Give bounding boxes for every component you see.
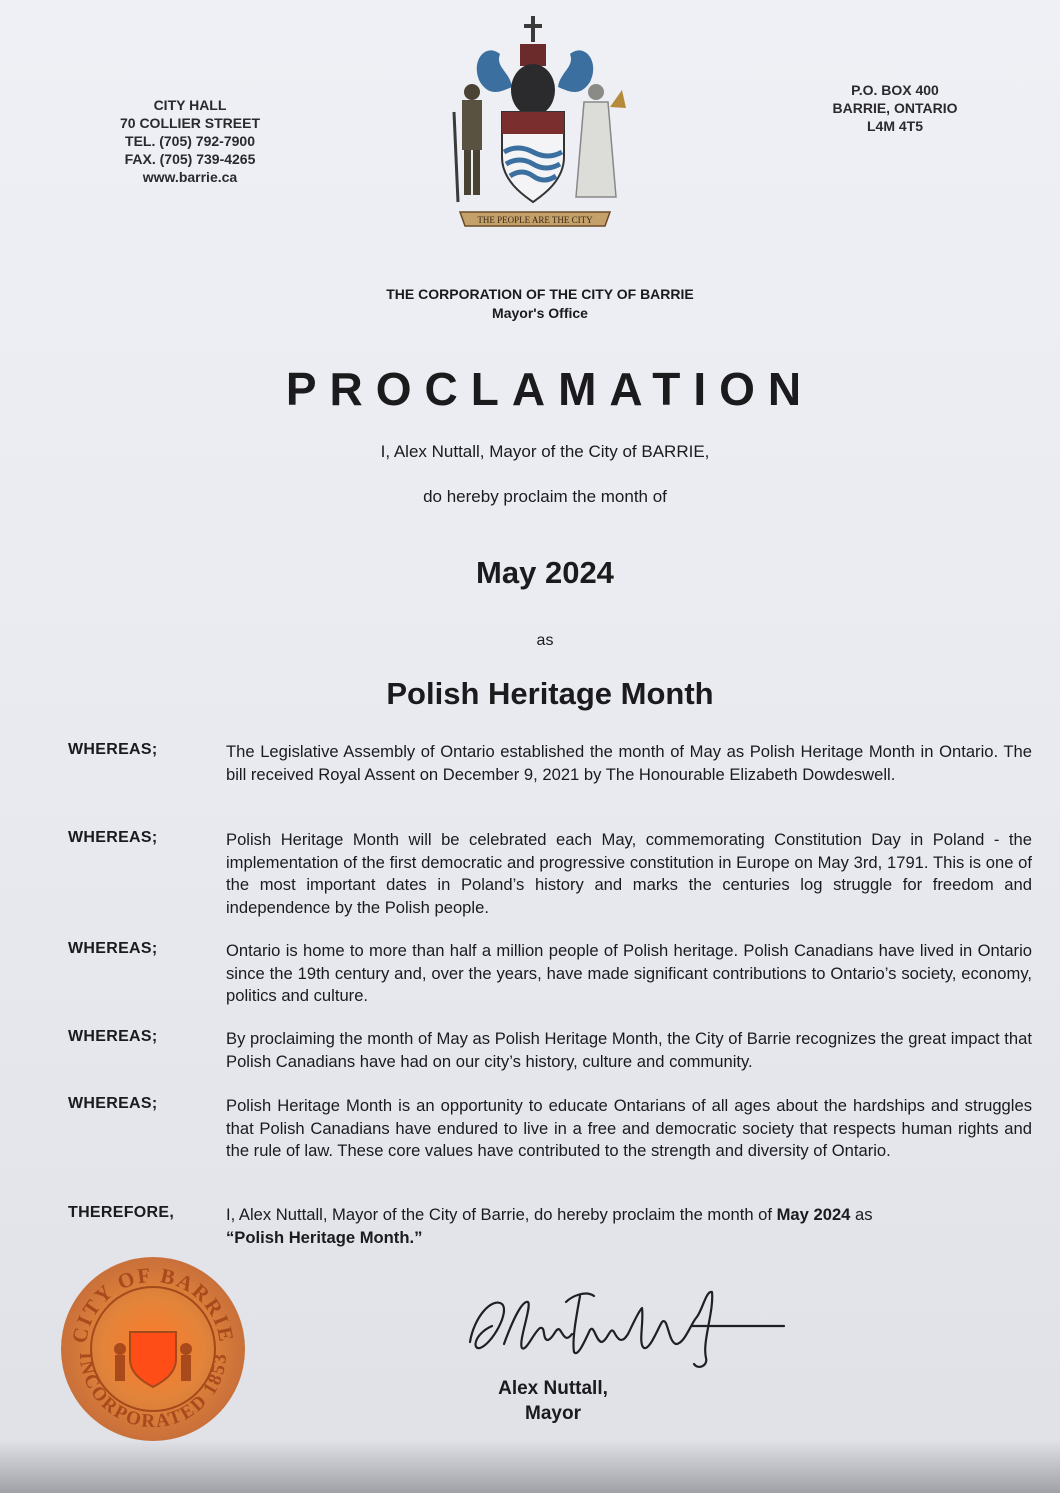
telephone: TEL. (705) 792-7900 bbox=[125, 133, 255, 149]
postal-code: L4M 4T5 bbox=[866, 118, 923, 134]
clause-label: WHEREAS; bbox=[68, 940, 158, 957]
proclaimed-month: May 2024 bbox=[476, 555, 614, 590]
therefore-text-after: as bbox=[850, 1205, 873, 1224]
intro-line-mayor: I, Alex Nuttall, Mayor of the City of BARRIE, bbox=[380, 442, 710, 461]
corporation-name: THE CORPORATION OF THE CITY OF BARRIE bbox=[386, 286, 694, 302]
address-line: 70 COLLIER STREET bbox=[119, 115, 261, 131]
barrie-coat-of-arms bbox=[440, 12, 630, 232]
clause-text: Ontario is home to more than half a million people of Polish heritage. Polish Canadians have lived in Ontario since the 19th century and, over the years, have made significant contributions to Ontario’s society, economy, politics and culture. bbox=[226, 941, 1032, 1005]
clause-text: Polish Heritage Month is an opportunity to educate Ontarians of all ages about the hardships and struggles that Polish Canadians have endured to live in a free and democratic society that respects human rights and the rule of law. These core values have contributed to the strength and diversity of Ontario. bbox=[226, 1096, 1032, 1160]
signer-name: Alex Nuttall, bbox=[498, 1378, 608, 1399]
address-line: CITY HALL bbox=[153, 97, 227, 113]
po-box-address bbox=[810, 81, 980, 135]
office-name: Mayor's Office bbox=[492, 305, 588, 321]
clause-label: WHEREAS; bbox=[68, 1095, 158, 1112]
therefore-text bbox=[226, 1204, 1032, 1249]
city-hall-address bbox=[100, 96, 280, 186]
clause-text: By proclaiming the month of May as Polish Heritage Month, the City of Barrie recognizes the great impact that Polish Canadians have had on our city’s history, culture and community. bbox=[226, 1029, 1032, 1071]
clause-label: THEREFORE, bbox=[68, 1204, 175, 1221]
corporation-heading bbox=[300, 285, 780, 323]
as-word: as bbox=[536, 632, 554, 649]
clause-label: WHEREAS; bbox=[68, 741, 158, 758]
therefore-text-before: I, Alex Nuttall, Mayor of the City of Barrie, do hereby proclaim the month of bbox=[226, 1205, 777, 1224]
crest-motto: THE PEOPLE ARE THE CITY bbox=[477, 215, 593, 225]
clause-text: Polish Heritage Month will be celebrated each May, commemorating Constitution Day in Poland - the implementation of the first democratic and progressive constitution in Europe on May 3rd, 1791. This is one of the most important dates in Poland’s history and marks the centuries log struggle for freedom and independence by the Polish people. bbox=[226, 830, 1032, 917]
therefore-quoted: “Polish Heritage Month.” bbox=[226, 1227, 423, 1247]
fax: FAX. (705) 739-4265 bbox=[124, 151, 256, 167]
signer-title: Mayor bbox=[525, 1403, 581, 1424]
clause-text: The Legislative Assembly of Ontario established the month of May as Polish Heritage Month in Ontario. The bill received Royal Assent on December 9, 2021 by The Honourable Elizabeth Dowdeswell. bbox=[226, 742, 1032, 784]
page-title: PROCLAMATION bbox=[285, 363, 815, 415]
website: www.barrie.ca bbox=[142, 169, 238, 185]
mayor-signature bbox=[462, 1282, 792, 1377]
city-embossed-seal bbox=[58, 1254, 248, 1444]
seal-top-text: CITY OF BARRIE bbox=[67, 1262, 239, 1346]
clause-label: WHEREAS; bbox=[68, 829, 158, 846]
seal-bottom-text: INCORPORATED 1853 bbox=[74, 1351, 232, 1433]
heritage-title: Polish Heritage Month bbox=[386, 676, 714, 711]
therefore-month: May 2024 bbox=[776, 1205, 851, 1224]
address-line: BARRIE, ONTARIO bbox=[832, 100, 958, 116]
address-line: P.O. BOX 400 bbox=[851, 82, 939, 98]
clause-label: WHEREAS; bbox=[68, 1028, 158, 1045]
intro-line-proclaim: do hereby proclaim the month of bbox=[423, 487, 667, 506]
